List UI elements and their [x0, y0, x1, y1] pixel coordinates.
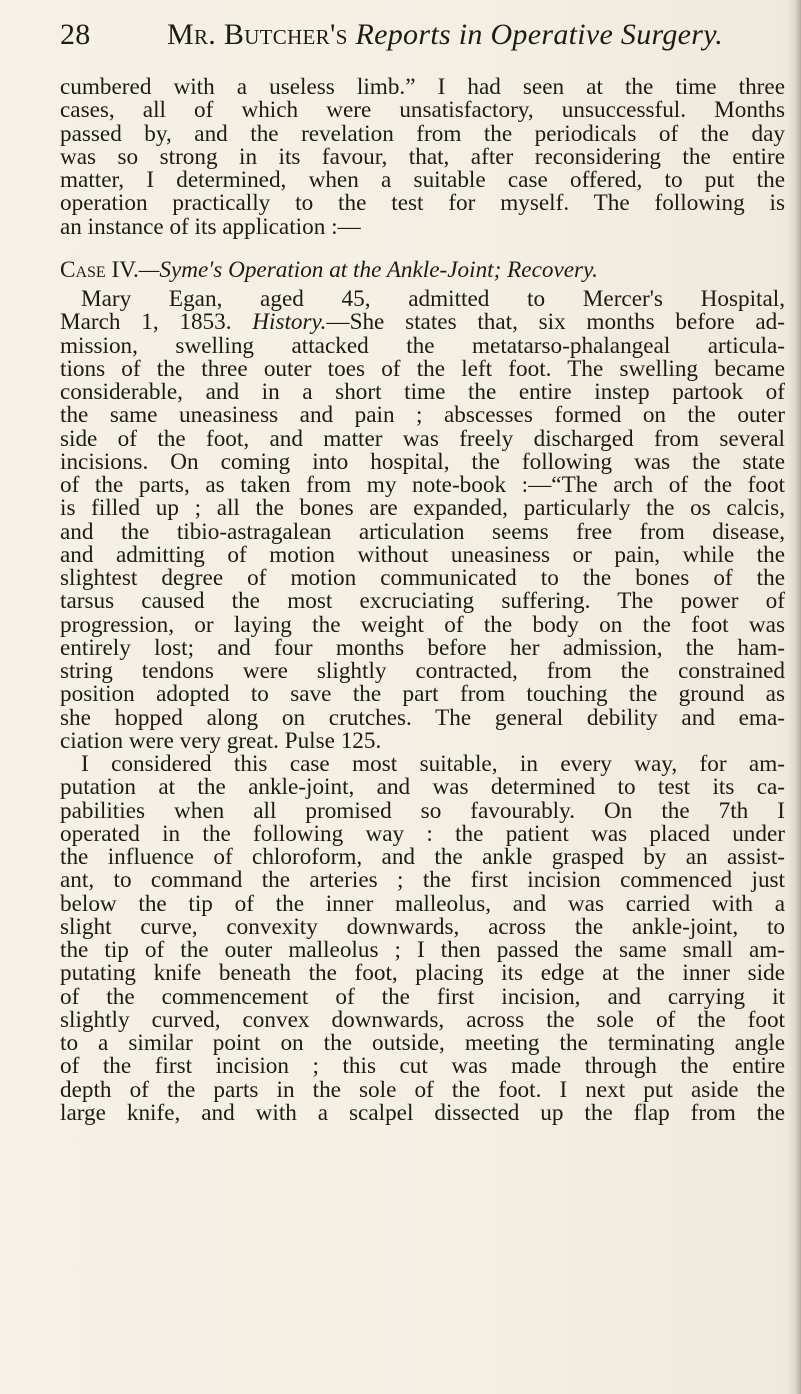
text-line: of the parts, as taken from my note-book :—“The arch of the foot [60, 472, 785, 498]
text-line: operation practically to the test for myself. The following is [60, 190, 785, 217]
text-line: cumbered with a useless limb.” I had seen at the time three [60, 74, 785, 100]
text-line: she hopped along on crutches. The general debility and ema- [60, 704, 785, 731]
text-line: incisions. On coming into hospital, the following was the state [60, 448, 785, 475]
case-heading [60, 256, 785, 283]
text-line: of the commencement of the first incision, and carrying it [60, 983, 785, 1010]
text-line: the tip of the outer malleolus ; I then passed the same small am- [60, 937, 785, 963]
text-line: was so strong in its favour, that, after reconsidering the entire [60, 143, 785, 170]
text-line: pabilities when all promised so favourably. On the 7th I [60, 797, 785, 824]
text-line: ciation were very great. Pulse 125. [60, 727, 382, 754]
page-header [60, 18, 780, 58]
text-line: ant, to command the arteries ; the first incision commenced just [60, 867, 785, 894]
text-line: and the tibio-astragalean articulation seems free from disease, [60, 518, 785, 545]
text-line: considerable, and in a short time the entire instep partook of [60, 379, 785, 405]
text-line: depth of the parts in the sole of the foot. I next put aside the [60, 1076, 785, 1103]
text-line: mission, swelling attacked the metatarso-phalangeal articula- [60, 332, 785, 359]
text-line: progression, or laying the weight of the body on the foot was [60, 611, 785, 638]
text-line: entirely lost; and four months before her admission, the ham- [60, 634, 785, 661]
running-head-author: Mr. Butcher's [167, 18, 348, 51]
paragraph-operation [60, 753, 785, 1125]
text-line: I considered this case most suitable, in every way, for am- [81, 751, 785, 777]
text-line: position adopted to save the part from touching the ground as [60, 681, 785, 708]
case-label: Case IV. [60, 256, 139, 283]
paragraph-history [60, 288, 785, 753]
date-text: March 1, 1853. [60, 309, 253, 336]
text-line: putation at the ankle-joint, and was determined to test its ca- [60, 774, 785, 801]
text-line: string tendons were slightly contracted, from the constrained [60, 658, 785, 684]
spacer [60, 239, 785, 259]
text-line: large knife, and with a scalpel dissected up the flap from the [60, 1099, 785, 1126]
text-line: operated in the following way : the patient was placed under [60, 820, 785, 847]
text-line: an instance of its application :— [60, 213, 361, 240]
history-text: —She states that, six months before ad- [326, 309, 785, 336]
history-label: History. [252, 309, 327, 336]
running-head-title: Reports in Operative Surgery. [355, 18, 724, 51]
running-head [167, 18, 723, 52]
text-line: is filled up ; all the bones are expanded, particularly the os calcis, [60, 495, 785, 522]
text-line: slight curve, convexity downwards, across the ankle-joint, to [60, 913, 785, 940]
text-line: cases, all of which were unsatisfactory, unsuccessful. Months [60, 97, 785, 124]
text-line: tions of the three outer toes of the left foot. The swelling became [60, 355, 785, 382]
page-number: 28 [60, 18, 91, 51]
text-line: the same uneasiness and pain ; abscesses formed on the outer [60, 402, 785, 429]
text-line: and admitting of motion without uneasiness or pain, while the [60, 541, 785, 568]
body-text [60, 76, 785, 1125]
text-line: matter, I determined, when a suitable case offered, to put the [60, 167, 785, 193]
text-line: side of the foot, and matter was freely discharged from several [60, 425, 785, 452]
text-line: putating knife beneath the foot, placing its edge at the inner side [60, 960, 785, 987]
text-line: slightly curved, convex downwards, across the sole of the foot [60, 1006, 785, 1033]
text-line: passed by, and the revelation from the periodicals of the day [60, 120, 785, 147]
text-line: Mary Egan, aged 45, admitted to Mercer's Hospital, [81, 286, 785, 312]
text-line: to a similar point on the outside, meeting the terminating angle [60, 1030, 785, 1056]
case-title: —Syme's Operation at the Ankle-Joint; Recovery. [138, 256, 598, 283]
paragraph-intro [60, 76, 785, 239]
text-line: of the first incision ; this cut was made through the entire [60, 1053, 785, 1080]
text-line: tarsus caused the most excruciating suffering. The power of [60, 588, 785, 615]
text-line: slightest degree of motion communicated to the bones of the [60, 565, 785, 591]
text-line [60, 311, 785, 334]
text-line: below the tip of the inner malleolus, and was carried with a [60, 890, 785, 917]
text-line: the influence of chloroform, and the ankle grasped by an assist- [60, 844, 785, 870]
page-edge-shadow [787, 0, 801, 1394]
